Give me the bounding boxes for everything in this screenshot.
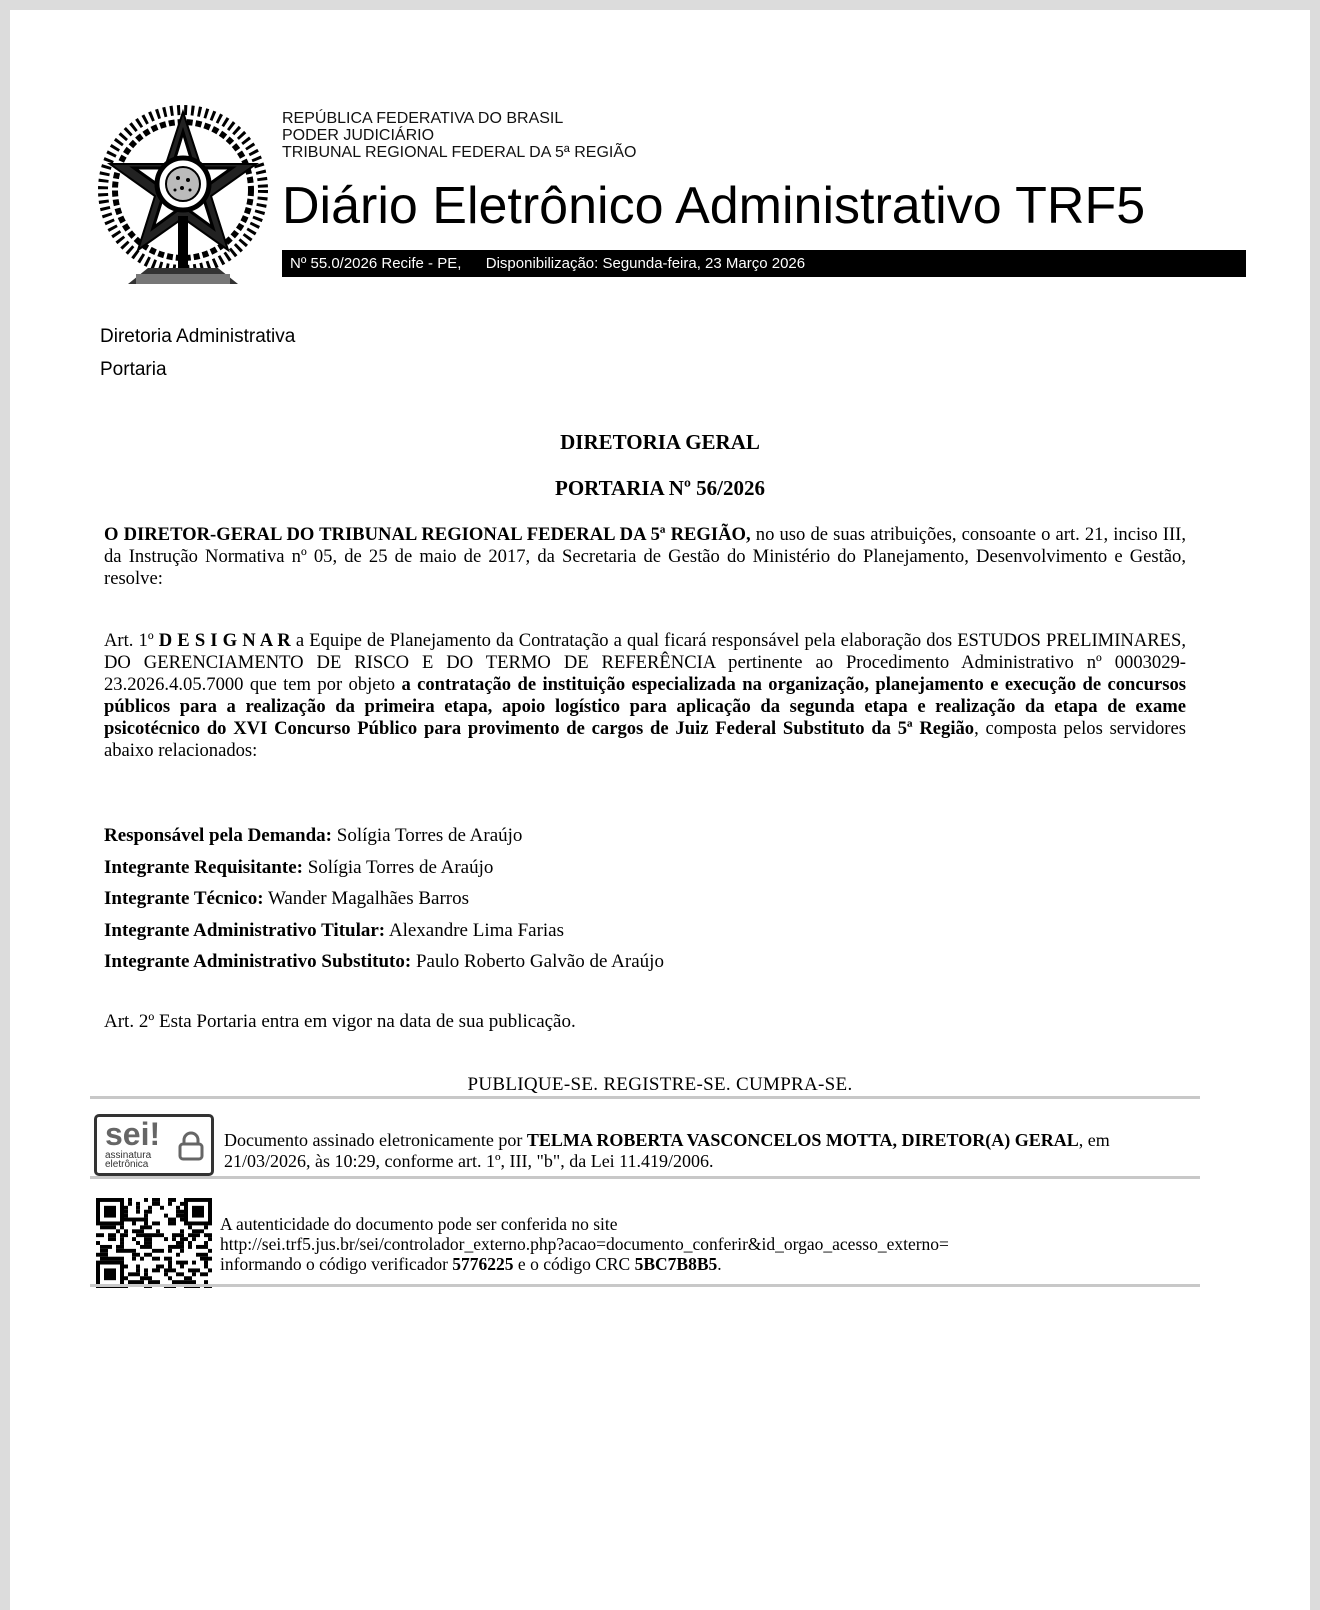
preamble-bold: O DIRETOR-GERAL DO TRIBUNAL REGIONAL FEDERAL DA 5ª REGIÃO, — [104, 524, 751, 545]
header-institution — [282, 110, 636, 161]
divider — [90, 1176, 1200, 1179]
authenticity-line3 — [220, 1254, 1180, 1274]
art1-object: a contratação de instituição especializada na organização, planejamento e execução de concursos públicos para a realização da primeira etapa, apoio logístico para aplicação da segunda etapa e realização da etapa de exame psicotécnico do XVI Concurso Público para provimento de cargos de Juiz Federal Substituto da 5ª Região — [104, 674, 1187, 739]
member-name: Solígia Torres de Araújo — [332, 825, 523, 846]
verifier-label: informando o código verificador — [220, 1254, 453, 1274]
lock-icon — [177, 1131, 205, 1161]
edition-number: Nº 55.0/2026 Recife - PE, — [290, 255, 462, 272]
member-name: Solígia Torres de Araújo — [302, 856, 494, 878]
list-item — [104, 946, 664, 978]
member-role: Integrante Administrativo Substituto: — [104, 951, 412, 972]
article-1-paragraph — [104, 630, 1186, 762]
closing-formula: PUBLIQUE-SE. REGISTRE-SE. CUMPRA-SE. — [467, 1074, 853, 1095]
authenticity-line1: A autenticidade do documento pode ser conferida no site — [220, 1214, 618, 1234]
member-role: Integrante Técnico: — [104, 888, 264, 909]
document-page — [10, 10, 1310, 1610]
verifier-code: 5776225 — [452, 1254, 514, 1274]
authenticity-end: . — [717, 1254, 722, 1274]
member-name: Paulo Roberto Galvão de Araújo — [411, 951, 664, 972]
sei-sub1: assinatura — [105, 1150, 152, 1161]
art1-verb: D E S I G N A R — [158, 630, 291, 651]
qr-code-icon — [96, 1198, 212, 1288]
signature-text — [224, 1130, 1144, 1172]
list-item — [104, 915, 664, 947]
member-role: Responsável pela Demanda: — [104, 825, 333, 846]
signature-prefix: Documento assinado eletronicamente por — [224, 1130, 527, 1150]
header-line-tribunal: TRIBUNAL REGIONAL FEDERAL DA 5ª REGIÃO — [282, 144, 637, 161]
authenticity-url[interactable]: http://sei.trf5.jus.br/sei/controlador_externo.php?acao=documento_conferir&id_orgao_acesso_externo= — [220, 1234, 949, 1254]
member-role: Integrante Requisitante: — [104, 856, 303, 878]
art1-prefix: Art. 1º — [104, 630, 159, 651]
member-name: Alexandre Lima Farias — [385, 919, 564, 941]
header-line-judiciary: PODER JUDICIÁRIO — [282, 127, 435, 144]
art1-text: a Equipe de Planejamento da Contratação a qual ficará responsável pela elaboração dos ESTUDOS PRELIMINARES, DO GERENCIAMENTO DE RISCO E DO TERMO DE REFERÊNCIA pertinente ao Procedimento Administrativo nº 0003029-23.2026.4.05.7000 que tem por objeto — [104, 630, 1186, 695]
member-name: Wander Magalhães Barros — [263, 888, 470, 909]
portaria-number: PORTARIA Nº 56/2026 — [555, 476, 765, 500]
art1-end: , composta pelos servidores abaixo relacionados: — [104, 718, 1186, 761]
header-line-republic: REPÚBLICA FEDERATIVA DO BRASIL — [282, 110, 564, 127]
authenticity-text — [220, 1214, 1180, 1274]
signature-suffix: , em 21/03/2026, às 10:29, conforme art. 1º, III, "b", da Lei 11.419/2006. — [224, 1130, 1110, 1171]
sei-sub2: eletrônica — [105, 1159, 149, 1170]
member-role: Integrante Administrativo Titular: — [104, 919, 386, 941]
signer-name: TELMA ROBERTA VASCONCELOS MOTTA, DIRETOR(A) GERAL — [526, 1130, 1079, 1150]
team-members-list — [104, 820, 664, 978]
preamble-text: no uso de suas atribuições, consoante o art. 21, inciso III, da Instrução Normativa nº 05, de 25 de maio de 2017, da Secretaria de Gestão do Ministério do Planejamento, Desenvolvimento e Gestão, resolve: — [104, 524, 1186, 589]
divider — [90, 1096, 1200, 1099]
edition-bar — [282, 250, 1246, 277]
coat-of-arms-icon — [88, 98, 278, 292]
preamble-paragraph — [104, 524, 1186, 590]
section-department: Diretoria Administrativa — [100, 326, 296, 347]
divider — [90, 1284, 1200, 1287]
document-heading: DIRETORIA GERAL — [560, 430, 760, 454]
section-header — [100, 320, 295, 386]
list-item — [104, 852, 664, 884]
sei-brand: sei! — [105, 1116, 161, 1152]
sei-signature-logo — [94, 1114, 214, 1176]
section-type: Portaria — [100, 359, 167, 380]
availability-date: Disponibilização: Segunda-feira, 23 Março 2026 — [485, 255, 806, 272]
journal-title: Diário Eletrônico Administrativo TRF5 — [282, 177, 1146, 235]
crc-label: e o código CRC — [513, 1254, 635, 1274]
list-item — [104, 883, 664, 915]
article-2-paragraph: Art. 2º Esta Portaria entra em vigor na data de sua publicação. — [104, 1011, 576, 1032]
crc-code: 5BC7B8B5 — [634, 1254, 718, 1274]
list-item — [104, 820, 664, 852]
